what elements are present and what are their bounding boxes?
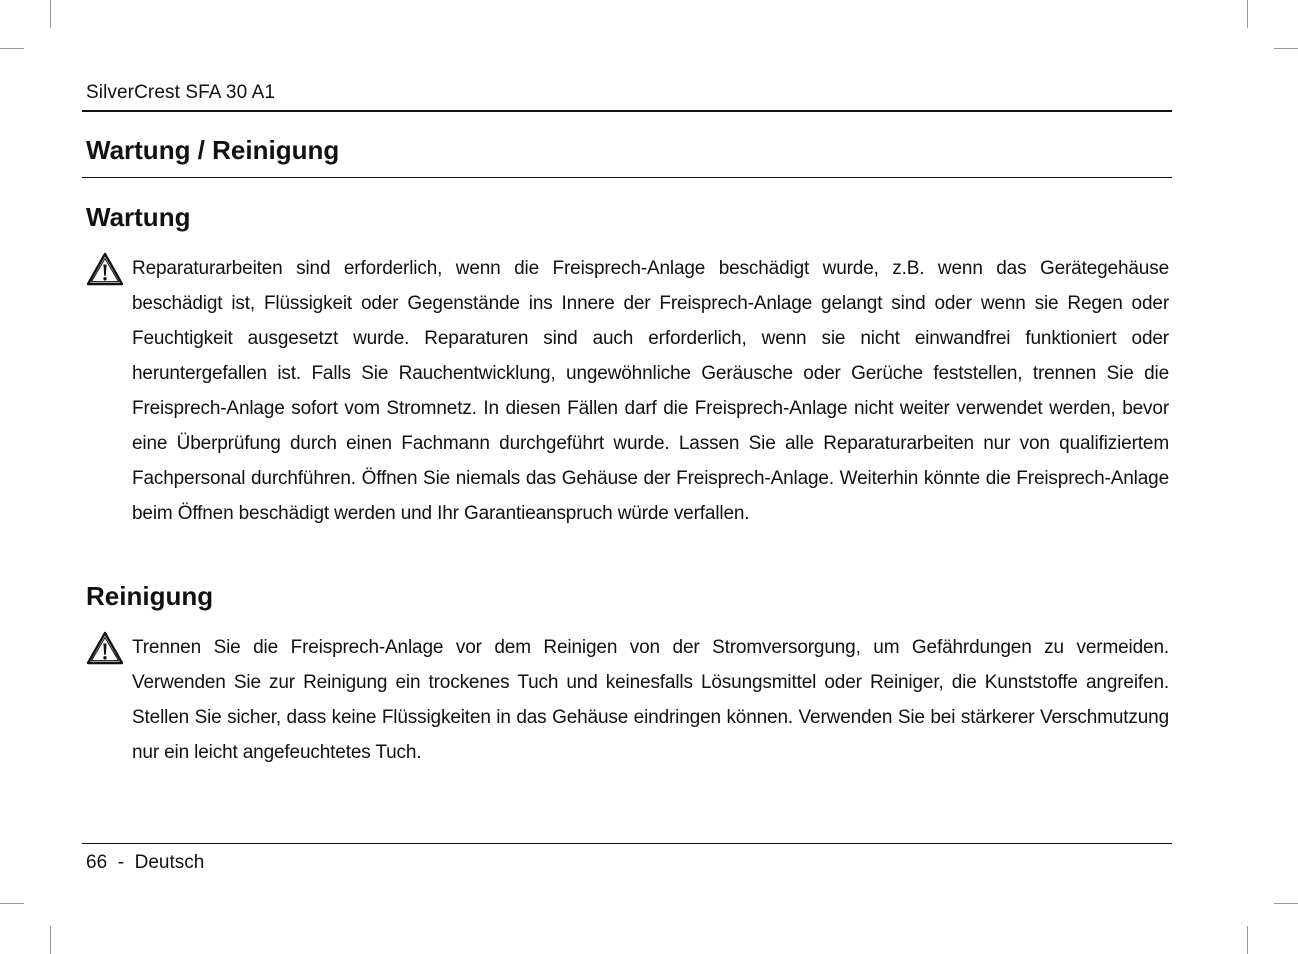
cleaning-paragraph: Trennen Sie die Freisprech-Anlage vor dem Reinigen von der Stromversorgung, um Gefährdungen zu vermeiden. Verwenden Sie zur Reinigung ein trockenes Tuch und keinesfalls Lösungsmittel oder Reiniger, die Kunststoffe angreifen. Stellen Sie sicher, dass keine Flüssigkeiten in das Gehäuse eindringen können. Verwenden Sie bei stärkerer Verschmutzung nur ein leicht angefeuchtetes Tuch. <box>132 637 1169 763</box>
crop-mark <box>0 903 24 904</box>
crop-mark <box>50 0 51 28</box>
chapter-title: Wartung / Reinigung <box>86 135 340 165</box>
running-head: SilverCrest SFA 30 A1 <box>86 82 276 103</box>
maintenance-paragraph: Reparaturarbeiten sind erforderlich, wenn die Freisprech-Anlage beschädigt wurde, z.B. wenn das Gerätegehäuse beschädigt ist, Flüssigkeit oder Gegenstände ins Innere der Freisprech-Anlage gelangt sind oder wenn sie Regen oder Feuchtigkeit ausgesetzt wurde. Reparaturen sind auch erforderlich, wenn sie nicht einwandfrei funktioniert oder heruntergefallen ist. Falls Sie Rauchentwicklung, ungewöhnliche Geräusche oder Gerüche feststellen, trennen Sie die Freisprech-Anlage sofort vom Stromnetz. In diesen Fällen darf die Freisprech-Anlage nicht weiter verwendet werden, bevor eine Überprüfung durch einen Fachmann durchgeführt wurde. Lassen Sie alle Reparaturarbeiten nur von qualifiziertem Fachpersonal durchführen. Öffnen Sie niemals das Gehäuse der Freisprech-Anlage. Weiterhin könnte die Freisprech-Anlage beim Öffnen beschädigt werden und Ihr Garantieanspruch würde verfallen. <box>132 258 1169 524</box>
warning-triangle-icon <box>86 631 124 665</box>
warning-triangle-icon <box>86 252 124 286</box>
crop-mark <box>1247 0 1248 28</box>
section-title-wartung: Wartung <box>86 202 191 232</box>
page-number: 66 <box>86 852 108 873</box>
crop-mark <box>0 48 24 49</box>
page-footer <box>86 852 204 874</box>
section-title-reinigung: Reinigung <box>86 581 214 611</box>
footer-language: Deutsch <box>134 852 205 873</box>
footer-separator: - <box>117 852 125 873</box>
crop-mark <box>1274 48 1298 49</box>
chapter-rule <box>82 177 1172 178</box>
footer-rule <box>82 843 1172 844</box>
crop-mark <box>1247 926 1248 954</box>
crop-mark <box>50 926 51 954</box>
header-rule <box>82 110 1172 112</box>
crop-mark <box>1274 903 1298 904</box>
